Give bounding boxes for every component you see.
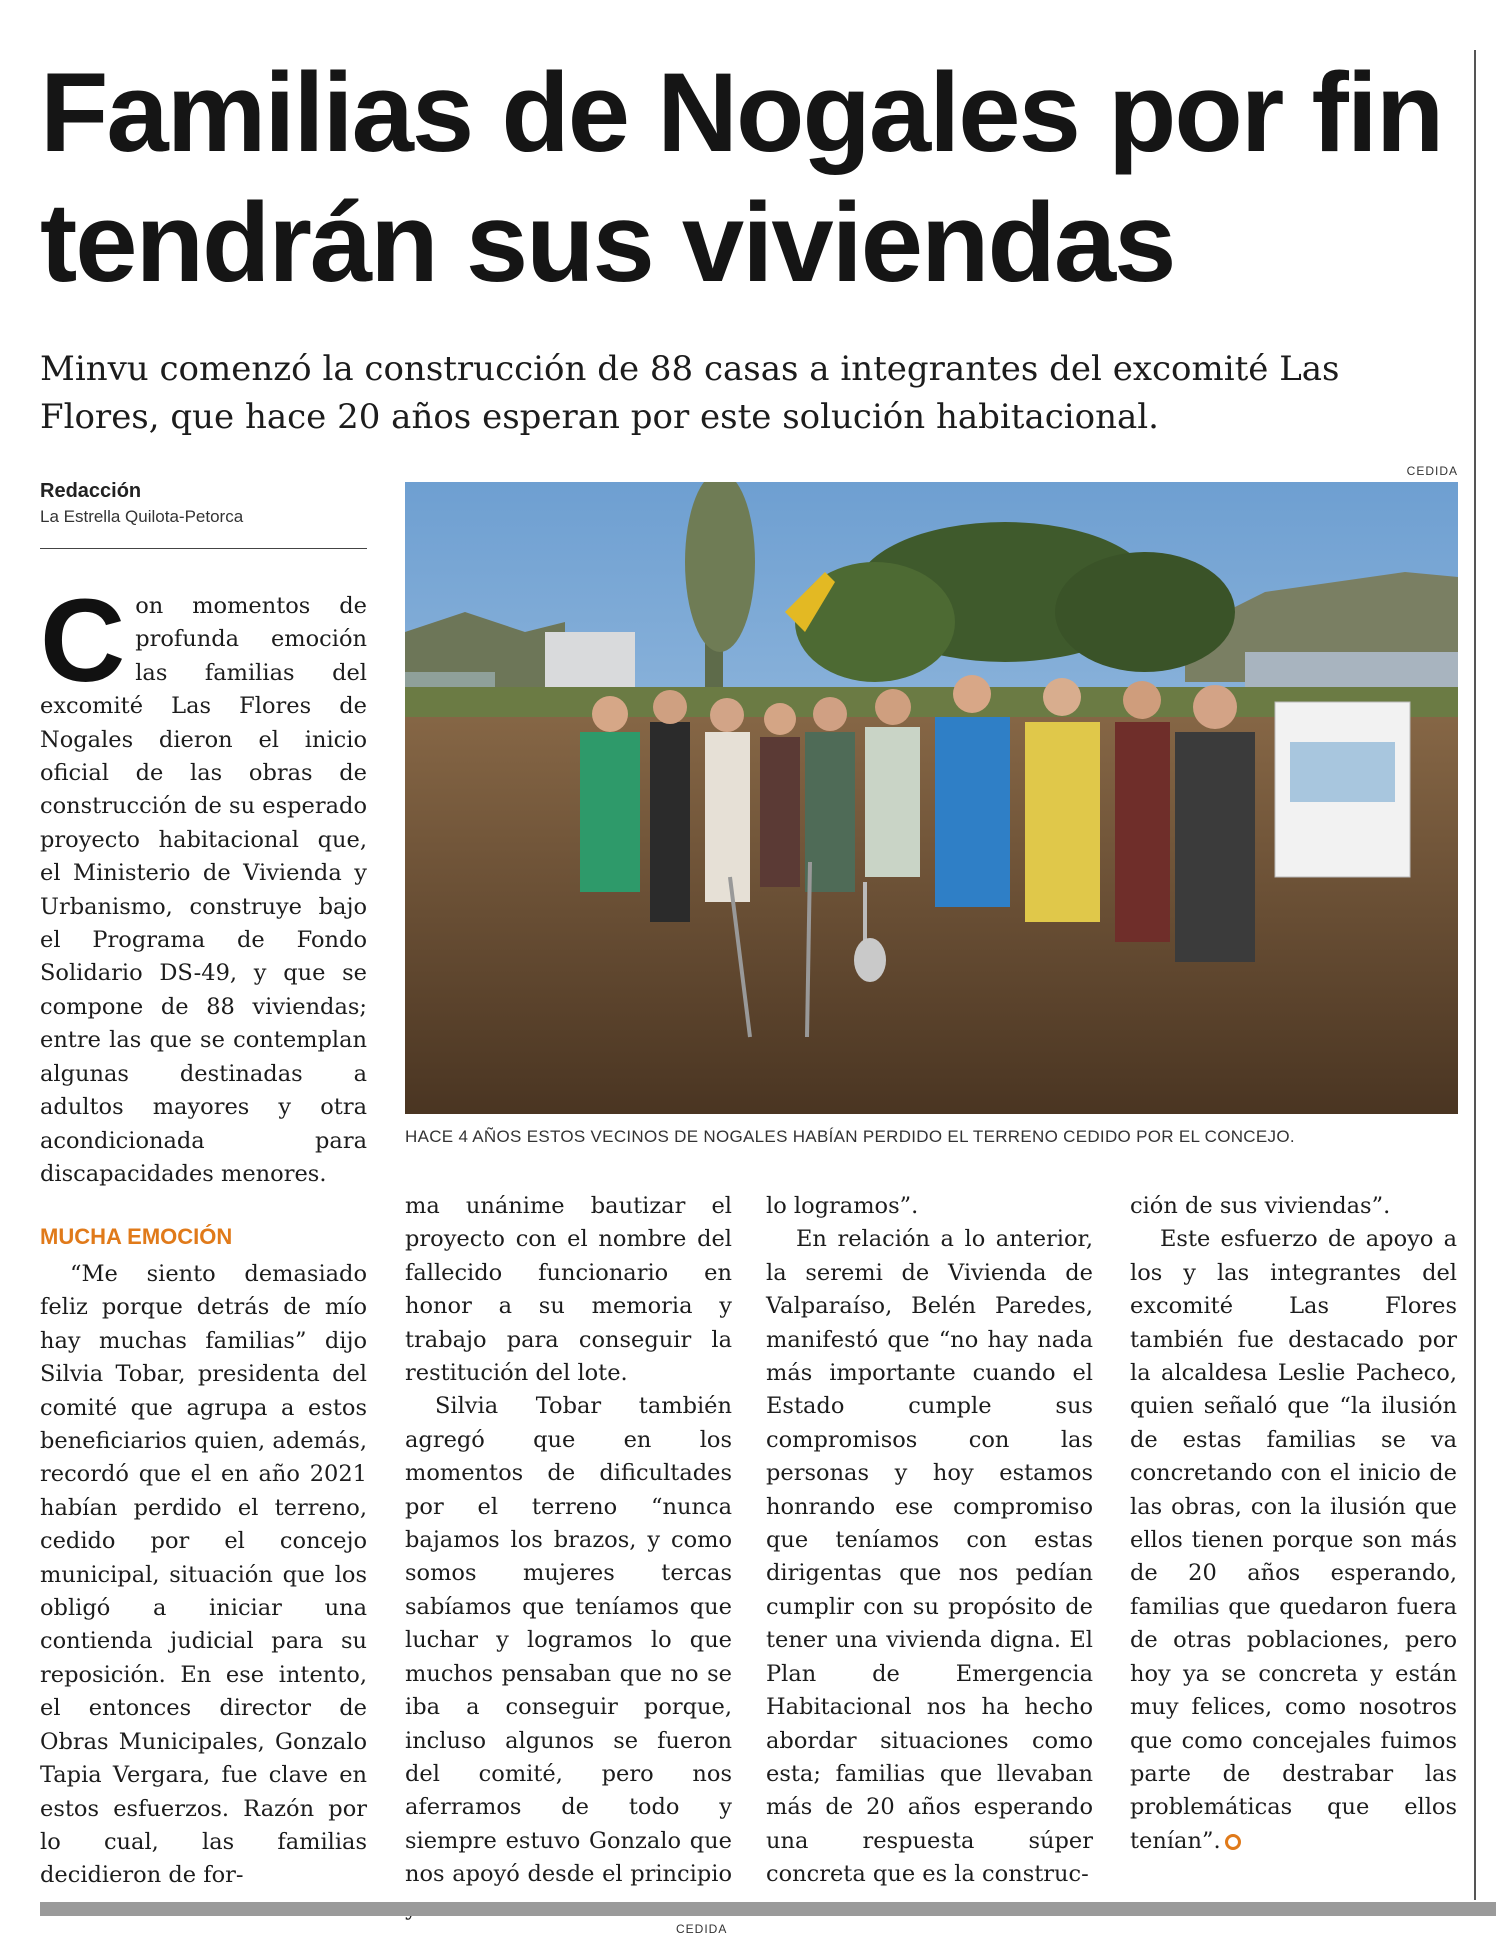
photo-credit: CEDIDA xyxy=(1406,464,1458,478)
byline-outlet: La Estrella Quilota-Petorca xyxy=(40,507,244,526)
paragraph: ma unánime bautizar el proyecto con el nombre del fallecido funcionario en honor a su memoria y trabajo para conseguir la restitución del lote. xyxy=(405,1193,732,1387)
paragraph: “Me siento demasiado feliz porque detrás de mío hay muchas familias” dijo Silvia Tobar, presidenta del comité que agrupa a estos beneficiarios quien, además, recordó que el en año 2021 habían perdido el terreno, cedido por el concejo municipal, situación que los obligó a iniciar una contienda judicial para su reposición. En ese intento, el entonces director de Obras Municipales, Gonzalo Tapia Vergara, fue clave en estos esfuerzos. Razón por lo cual, las familias decidieron de for- xyxy=(40,1261,367,1889)
lead-text: on momentos de profunda emoción las familias del excomité Las Flores de Nogales dieron el inicio oficial de las obras de construcción de su esperado proyecto habitacional que, el Ministerio de Vivienda y Urbanismo, construye bajo el Programa de Fondo Solidario DS-49, y que se compone de 88 viviendas; entre las que se contemplan algunas destinadas a adultos mayores y otra acondicionada para discapacidades menores. xyxy=(40,593,367,1187)
bottom-rule xyxy=(40,1902,1496,1916)
article-column-3 xyxy=(766,1190,1093,1892)
column-divider xyxy=(1474,50,1476,1900)
bottom-credit: CEDIDA xyxy=(676,1922,728,1936)
byline-divider xyxy=(40,548,367,549)
section-heading: MUCHA EMOCIÓN xyxy=(40,1224,233,1249)
subheadline: Minvu comenzó la construcción de 88 casas a integrantes del excomité Las Flores, que hace 20 años esperan por este solución habitacional. xyxy=(40,349,1340,437)
closing-paragraph-text: Este esfuerzo de apoyo a los y las integrantes del excomité Las Flores también fue destacado por la alcaldesa Leslie Pacheco, quien señaló que “la ilusión de estas familias se va concretando con el inicio de las obras, con la ilusión que ellos tienen porque son más de 20 años esperando, familias que quedaron fuera de otras poblaciones, pero hoy ya se concreta y están muy felices, como nosotros que como concejales fuimos parte de destrabar las problemáticas que ellos tenían”. xyxy=(1130,1226,1457,1854)
paragraph: lo logramos”. xyxy=(766,1193,919,1219)
article-column-2 xyxy=(405,1190,732,1925)
lead-paragraph xyxy=(40,575,367,1191)
photo-caption: HACE 4 AÑOS ESTOS VECINOS DE NOGALES HABÍAN PERDIDO EL TERRENO CEDIDO POR EL CONCEJO. xyxy=(405,1127,1295,1146)
paragraph: En relación a lo anterior, la seremi de Vivienda de Valparaíso, Belén Paredes, manifestó que “no hay nada más importante cuando el Estado cumple sus compromisos con las personas y hoy estamos honrando ese compromiso que teníamos con estas dirigentas que nos pedían cumplir con su propósito de tener una vivienda digna. El Plan de Emergencia Habitacional nos ha hecho abordar situaciones como esta; familias que llevaban más de 20 años esperando una respuesta súper concreta que es la construc- xyxy=(766,1226,1093,1888)
article-column-4 xyxy=(1130,1190,1457,1858)
article-column-1 xyxy=(40,1258,367,1893)
paragraph: ción de sus viviendas”. xyxy=(1130,1193,1391,1219)
byline-author: Redacción xyxy=(40,480,142,502)
end-mark-icon xyxy=(1225,1834,1241,1850)
paragraph: Silvia Tobar también agregó que en los momentos de dificultades por el terreno “nunca bajamos los brazos, y como somos mujeres tercas sabíamos que teníamos que luchar y logramos lo que muchos pensaban que no se iba a conseguir porque, incluso algunos se fueron del comité, pero nos aferramos de todo y siempre estuvo Gonzalo que nos apoyó desde el principio xyxy=(405,1393,732,1888)
news-photo xyxy=(405,482,1458,1114)
paragraph xyxy=(1130,1223,1457,1858)
dropcap: C xyxy=(40,575,126,707)
headline: Familias de Nogales por fin tendrán sus viviendas xyxy=(40,50,1443,305)
